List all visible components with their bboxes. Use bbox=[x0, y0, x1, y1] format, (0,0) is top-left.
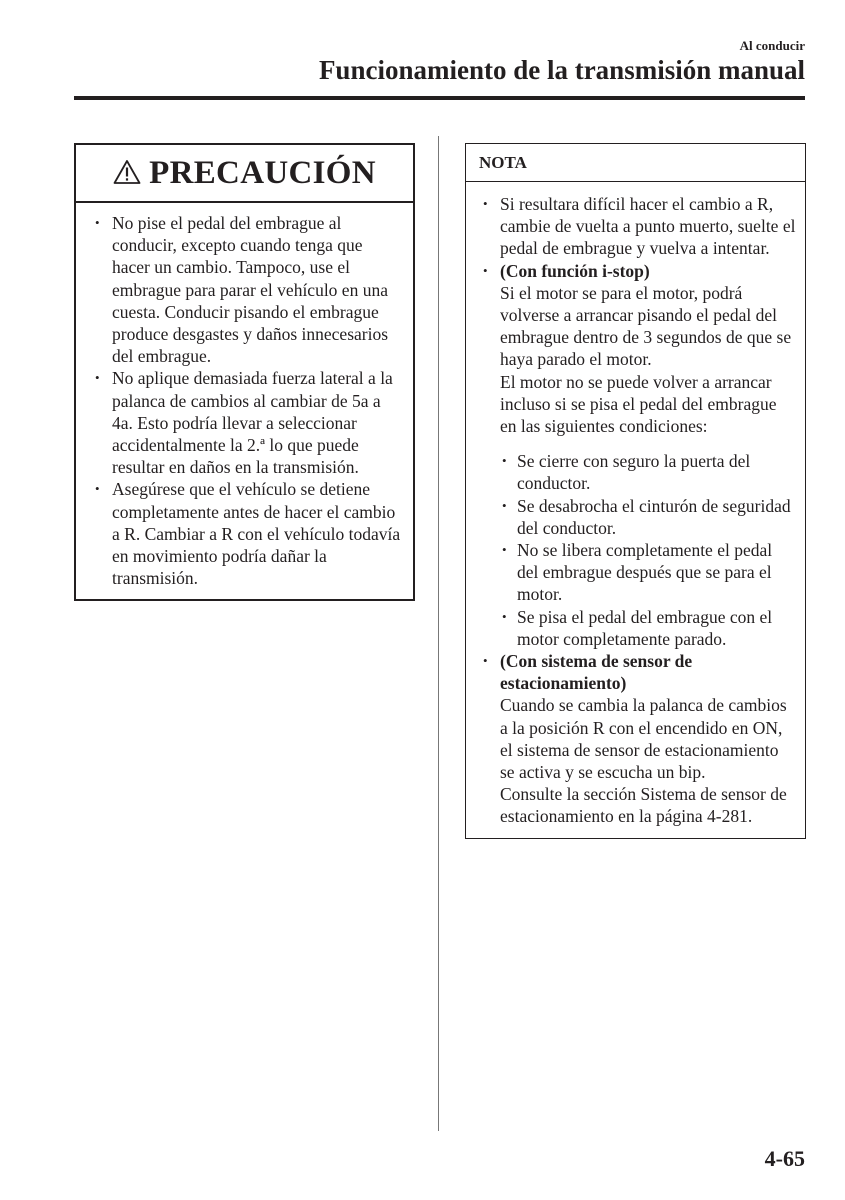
note-subitem: • Se cierre con seguro la puerta del conductor. bbox=[500, 450, 797, 494]
caution-heading: PRECAUCIÓN bbox=[149, 154, 376, 191]
page-title: Funcionamiento de la transmisión manual bbox=[318, 55, 805, 85]
caution-item: • No aplique demasiada fuerza lateral a la palanca de cambios al cambiar de 5a a 4a. Esto podría llevar a seleccionar accidentalmente la 2.ª lo que puede resultar en daños en la transmisión. bbox=[90, 367, 403, 478]
note-header bbox=[466, 144, 805, 182]
note-item-text: • Si resultara difícil hacer el cambio a R, cambie de vuelta a punto muerto, suelte el pedal de embrague y vuelva a intentar. bbox=[500, 194, 796, 259]
note-heading: NOTA bbox=[479, 152, 527, 172]
note-list bbox=[478, 193, 797, 828]
section-label: Al conducir bbox=[739, 38, 805, 53]
note-item bbox=[478, 193, 797, 260]
caution-list bbox=[90, 212, 403, 589]
note-item-text: Consulte la sección Sistema de sensor de estacionamiento en la página 4-281. bbox=[500, 784, 787, 827]
note-item-text: Si el motor se para el motor, podrá volverse a arrancar pisando el pedal del embrague dentro de 3 segundos de que se haya parado el motor. bbox=[500, 282, 792, 370]
warning-triangle-icon bbox=[113, 159, 141, 185]
page-number: 4-65 bbox=[764, 1146, 805, 1171]
note-item-parking-sensor bbox=[478, 650, 797, 828]
note-box bbox=[465, 143, 806, 839]
note-item-title: • (Con sistema de sensor de estacionamiento) bbox=[500, 651, 693, 694]
note-item-title: • (Con función i-stop) bbox=[500, 260, 650, 281]
title-rule bbox=[74, 96, 805, 100]
column-divider bbox=[438, 136, 439, 1131]
caution-box bbox=[74, 143, 415, 601]
note-body bbox=[466, 182, 805, 838]
note-item-text: El motor no se puede volver a arrancar incluso si se pisa el pedal del embrague en las siguientes condiciones: bbox=[500, 371, 777, 437]
caution-item: • No pise el pedal del embrague al conducir, excepto cuando tenga que hacer un cambio. Tampoco, use el embrague para parar el vehículo en una cuesta. Conducir pisando el embrague produce desgastes y daños innecesarios del embrague. bbox=[90, 212, 403, 367]
caution-item: • Asegúrese que el vehículo se detiene completamente antes de hacer el cambio a R. Cambiar a R con el vehículo todavía en movimiento podría dañar la transmisión. bbox=[90, 478, 403, 589]
caution-header bbox=[76, 145, 413, 203]
note-item-text: Cuando se cambia la palanca de cambios a la posición R con el encendido en ON, el sistema de sensor de estacionamiento se activa y se escucha un bip. bbox=[500, 695, 787, 783]
note-sublist bbox=[500, 450, 797, 650]
caution-body bbox=[76, 203, 413, 599]
note-subitem: • Se desabrocha el cinturón de seguridad del conductor. bbox=[500, 495, 797, 539]
note-subitem: • Se pisa el pedal del embrague con el motor completamente parado. bbox=[500, 606, 797, 650]
note-item-istop bbox=[478, 260, 797, 650]
note-subitem: • No se libera completamente el pedal del embrague después que se para el motor. bbox=[500, 539, 797, 606]
